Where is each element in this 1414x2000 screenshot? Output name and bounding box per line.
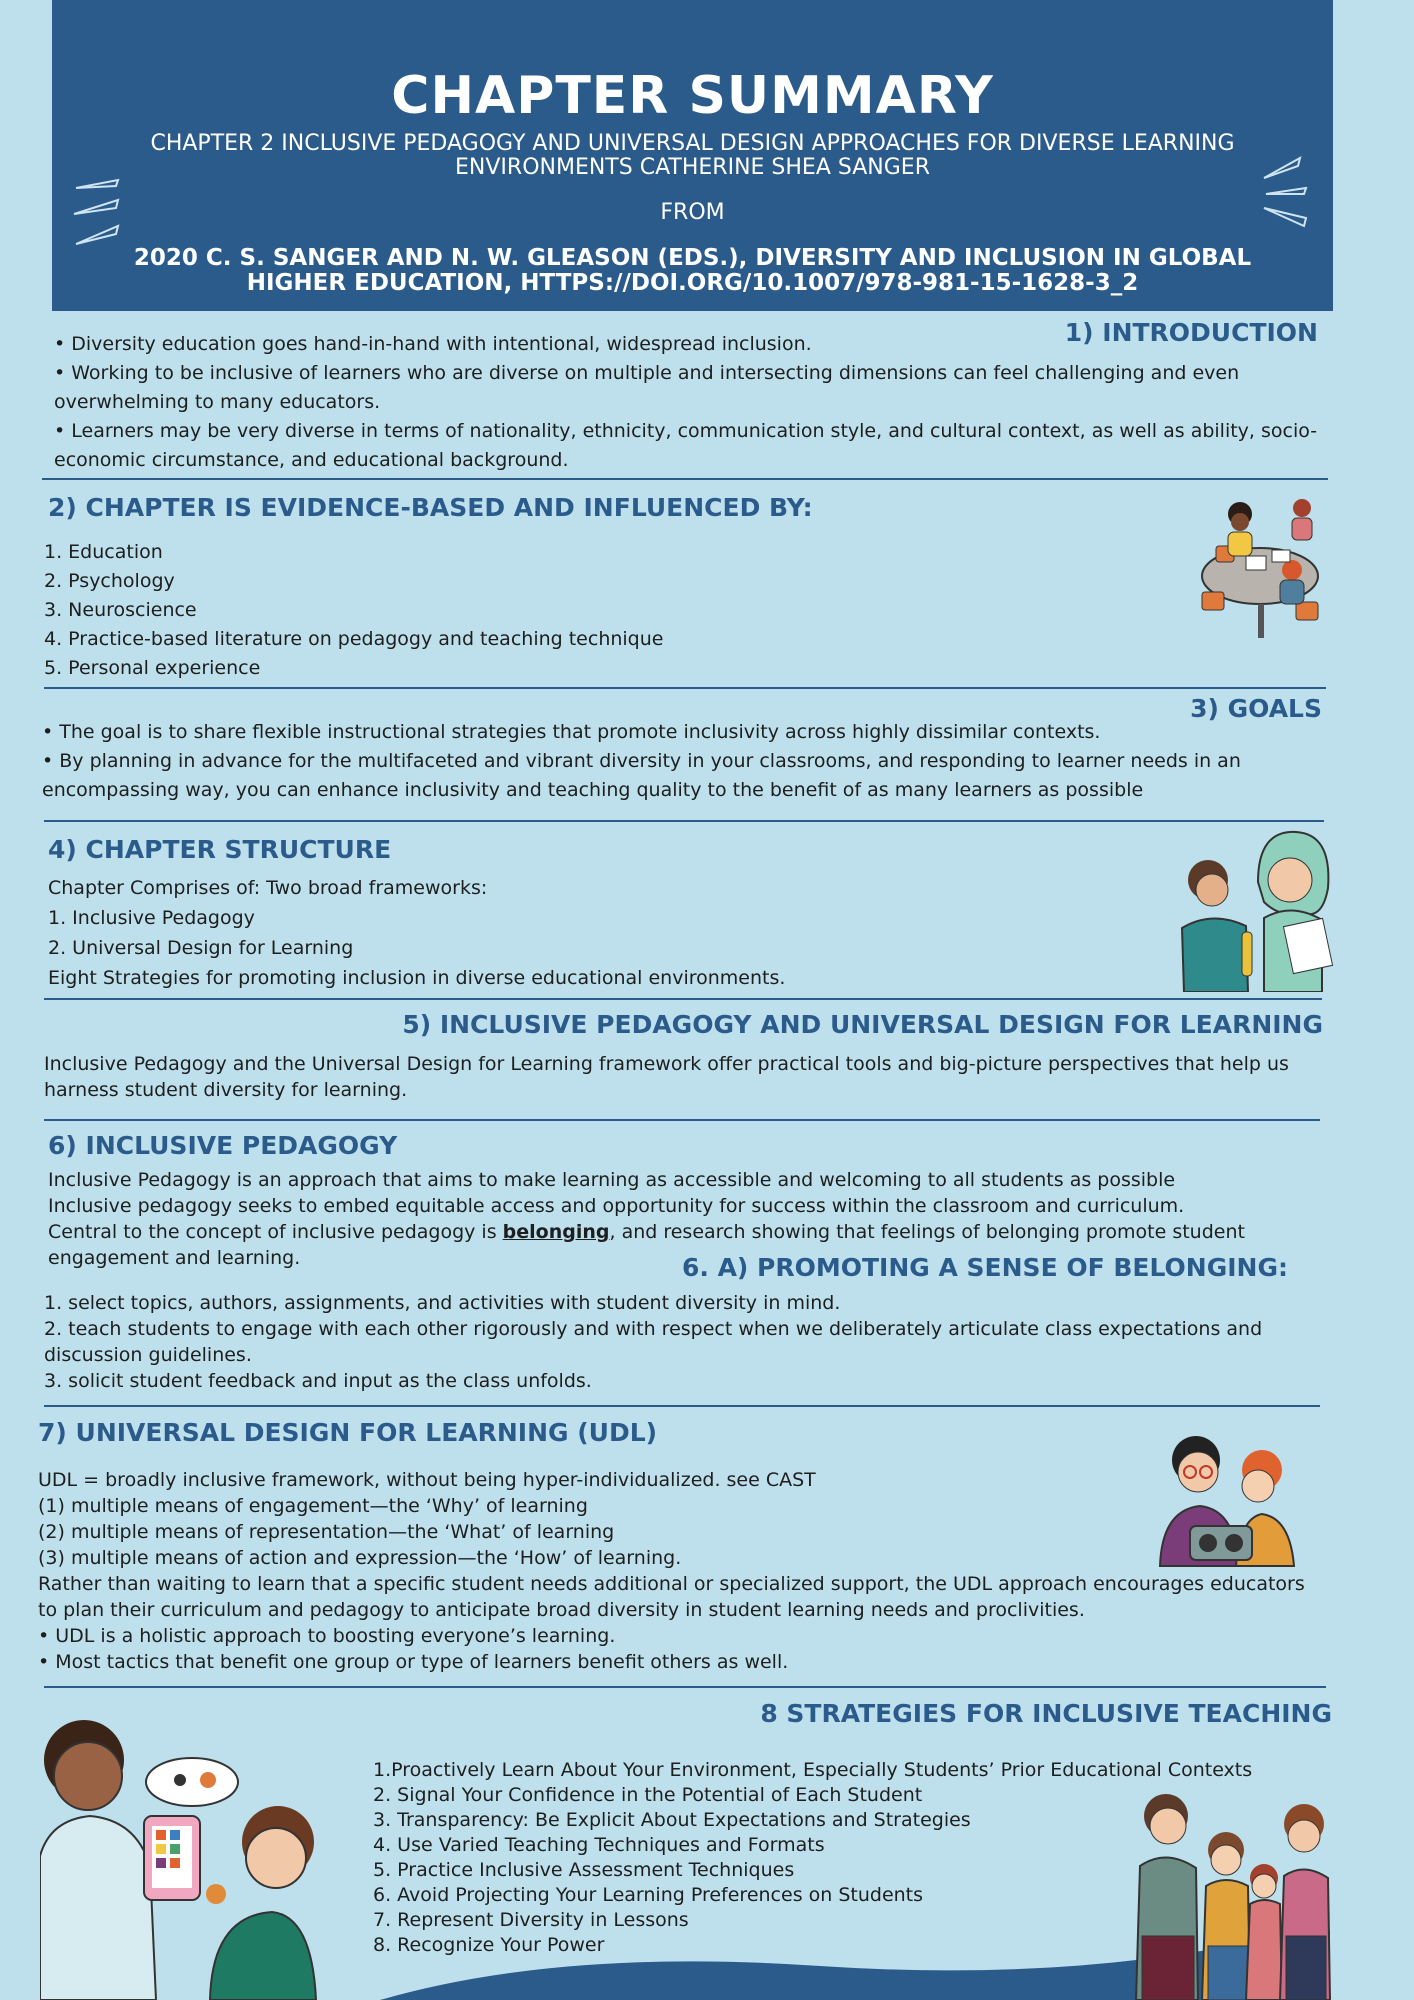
list-item: 2. teach students to engage with each other rigorously and with respect when we deliberately articulate class expectations and discussion guidelines. [44, 1318, 1263, 1366]
list-item: 6. Avoid Projecting Your Learning Preferences on Students [373, 1884, 924, 1906]
sparkle-left-icon [72, 178, 122, 250]
ip-udl-heading: 5) INCLUSIVE PEDAGOGY AND UNIVERSAL DESIGN FOR LEARNING [402, 1010, 1323, 1039]
chapter-subtitle: CHAPTER 2 INCLUSIVE PEDAGOGY AND UNIVERSAL DESIGN APPROACHES FOR DIVERSE LEARNING ENVIRONMENTS CATHERINE SHEA SANGER [150, 131, 1235, 180]
section-divider [44, 687, 1326, 689]
list-item: 5. Practice Inclusive Assessment Techniques [373, 1859, 795, 1881]
sparkle-right-icon [1260, 156, 1310, 230]
list-item: 1. select topics, authors, assignments, and activities with student diversity in mind. [44, 1292, 841, 1314]
udl-line: (2) multiple means of representation—the ‘What’ of learning [38, 1521, 615, 1543]
strategies-heading: 8 STRATEGIES FOR INCLUSIVE TEACHING [760, 1699, 1332, 1728]
list-item: 5. Personal experience [44, 657, 261, 679]
list-item: 3. Transparency: Be Explicit About Expectations and Strategies [373, 1809, 971, 1831]
list-item: 3. solicit student feedback and input as the class unfolds. [44, 1370, 592, 1392]
evidence-heading: 2) CHAPTER IS EVIDENCE-BASED AND INFLUENCED BY: [48, 493, 813, 522]
section-divider [42, 478, 1328, 480]
ip-udl-text: Inclusive Pedagogy and the Universal Design for Learning framework offer practical tools and big-picture perspectives that help us harness student diversity for learning. [44, 1053, 1289, 1101]
list-item: 3. Neuroscience [44, 599, 197, 621]
structure-line: Eight Strategies for promoting inclusion in diverse educational environments. [48, 967, 786, 989]
citation: 2020 C. S. SANGER AND N. W. GLEASON (EDS.), DIVERSITY AND INCLUSION IN GLOBAL HIGHER EDUCATION, HTTPS://DOI.ORG/10.1007/978-981-15-1628-3_2 [133, 245, 1252, 296]
introduction-heading: 1) INTRODUCTION [1064, 318, 1318, 347]
structure-line: Chapter Comprises of: Two broad frameworks: [48, 877, 488, 899]
introduction-text [54, 330, 1324, 475]
family-group-illustration [1126, 1786, 1336, 2000]
belonging-list [44, 1290, 1304, 1394]
section-divider [44, 1686, 1326, 1688]
belonging-keyword: belonging [502, 1221, 610, 1243]
section-divider [44, 820, 1324, 822]
structure-line: 1. Inclusive Pedagogy [48, 907, 255, 929]
intro-bullet: • Working to be inclusive of learners who are diverse on multiple and intersecting dimensions can feel challenging and even overwhelming to many educators. [54, 362, 1240, 413]
list-item: 4. Practice-based literature on pedagogy and teaching technique [44, 628, 664, 650]
list-item: 8. Recognize Your Power [373, 1934, 605, 1956]
structure-text [48, 873, 1048, 993]
ip-line-start: Central to the concept of inclusive pedagogy is [48, 1221, 503, 1243]
list-item: 2. Signal Your Confidence in the Potential of Each Student [373, 1784, 923, 1806]
list-item: 2. Psychology [44, 570, 175, 592]
evidence-list [44, 538, 944, 683]
udl-line: Rather than waiting to learn that a specific student needs additional or specialized support, the UDL approach encourages educators to plan their curriculum and pedagogy to anticipate broad diversity in student learning needs and proclivities. [38, 1573, 1305, 1621]
ip-line: Inclusive Pedagogy is an approach that aims to make learning as accessible and welcoming to all students as possible [48, 1169, 1176, 1191]
section-divider [44, 1119, 1320, 1121]
udl-text [38, 1467, 1328, 1675]
udl-line: • Most tactics that benefit one group or type of learners benefit others as well. [38, 1651, 789, 1673]
intro-bullet: • Learners may be very diverse in terms of nationality, ethnicity, communication style, and cultural context, as well as ability, socio-economic circumstance, and educational background. [54, 420, 1318, 471]
teacher-student-illustration [1172, 822, 1350, 992]
udl-line: • UDL is a holistic approach to boosting everyone’s learning. [38, 1625, 616, 1647]
structure-heading: 4) CHAPTER STRUCTURE [48, 835, 392, 864]
goals-bullet: • The goal is to share flexible instructional strategies that promote inclusivity across highly dissimilar contexts. [42, 721, 1101, 743]
boy-girl-tablet-illustration [40, 1716, 320, 2000]
children-radio-illustration [1144, 1430, 1304, 1570]
list-item: 1. Education [44, 541, 163, 563]
udl-heading: 7) UNIVERSAL DESIGN FOR LEARNING (UDL) [38, 1418, 658, 1447]
ip-line: Inclusive pedagogy seeks to embed equitable access and opportunity for success within the classroom and curriculum. [48, 1195, 1185, 1217]
belonging-heading: 6. A) PROMOTING A SENSE OF BELONGING: [681, 1253, 1288, 1282]
intro-bullet: • Diversity education goes hand-in-hand with intentional, widespread inclusion. [54, 333, 812, 355]
udl-line: (3) multiple means of action and expression—the ‘How’ of learning. [38, 1547, 682, 1569]
list-item: 7. Represent Diversity in Lessons [373, 1909, 689, 1931]
list-item: 1.Proactively Learn About Your Environment, Especially Students’ Prior Educational Contexts [373, 1759, 1253, 1781]
from-label: FROM [660, 200, 725, 225]
inclusive-pedagogy-heading: 6) INCLUSIVE PEDAGOGY [48, 1131, 398, 1160]
section-divider [44, 1405, 1320, 1407]
goals-text [42, 718, 1322, 805]
ip-line-end: , and research showing that feelings of belonging promote student engagement and learning. [48, 1221, 1245, 1269]
section-divider [44, 998, 1322, 1000]
list-item: 4. Use Varied Teaching Techniques and Formats [373, 1834, 825, 1856]
goals-heading: 3) GOALS [1190, 694, 1322, 723]
udl-line: (1) multiple means of engagement—the ‘Why’ of learning [38, 1495, 588, 1517]
udl-line: UDL = broadly inclusive framework, without being hyper-individualized. see CAST [38, 1469, 816, 1491]
goals-bullet: • By planning in advance for the multifaceted and vibrant diversity in your classrooms, and responding to learner needs in an encompassing way, you can enhance inclusivity and teaching quality to the benefit of as many learners as possible [42, 750, 1241, 801]
structure-line: 2. Universal Design for Learning [48, 937, 354, 959]
students-table-illustration [1188, 494, 1328, 650]
page-title: CHAPTER SUMMARY [391, 66, 994, 126]
header-banner [52, 0, 1333, 311]
